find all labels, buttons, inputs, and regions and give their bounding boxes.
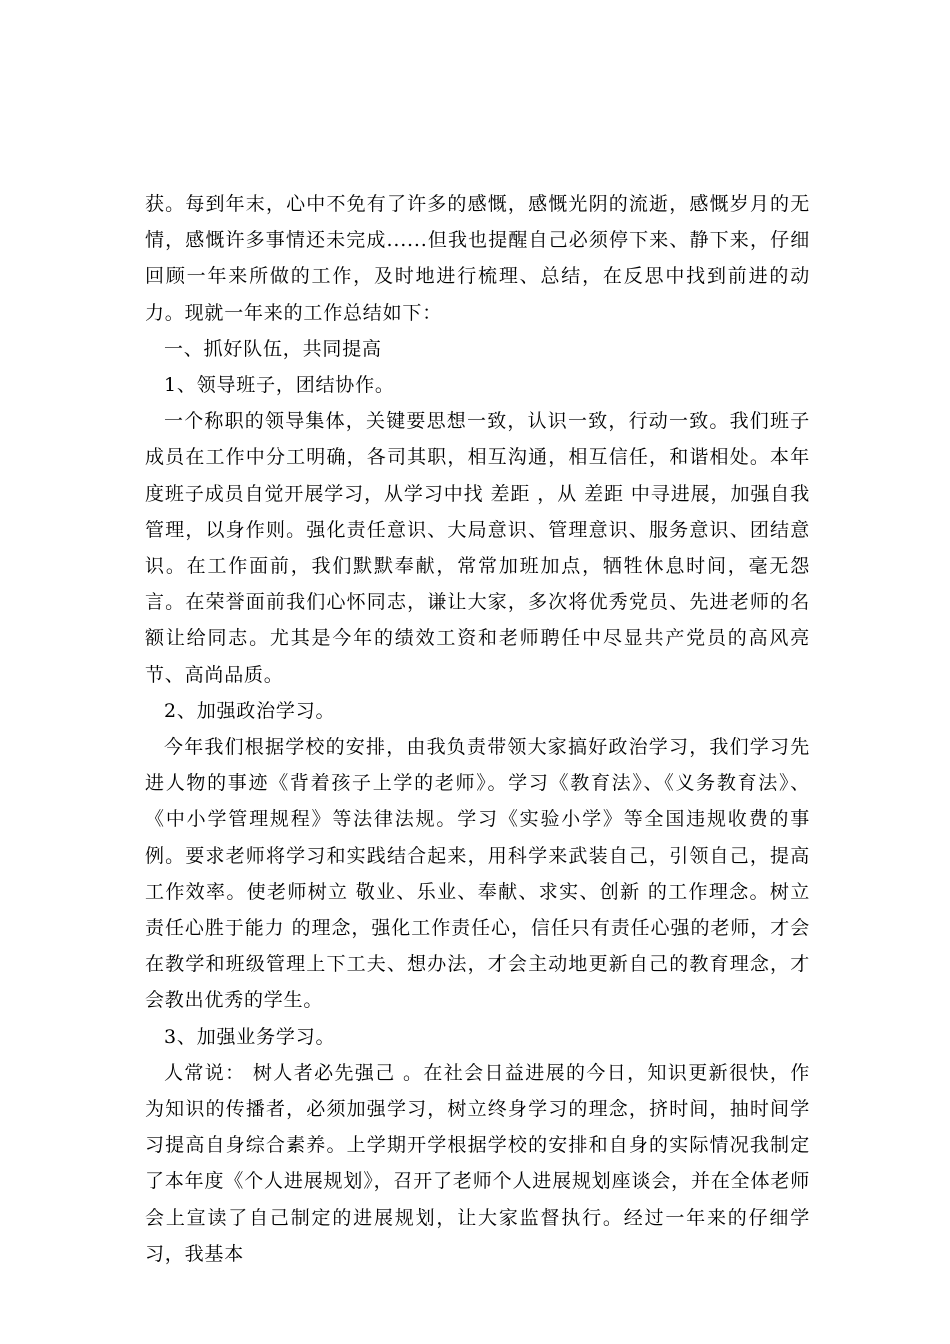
subsection-heading-2: 2、加强政治学习。 [164,699,336,722]
paragraph-leadership: 一个称职的领导集体，关键要思想一致，认识一致，行动一致。我们班子成员在工作中分工明确，各司其职，相互沟通，相互信任，和谐相处。本年度班子成员自觉开展学习，从学习中找 差距 ，从 差距 中寻进展，加强自我管理，以身作则。强化责任意识、大局意识、管理意识、服务意识、团结意识。在工作面前，我们默默奉献，常常加班加点，牺牲休息时间，毫无怨言。在荣誉面前我们心怀同志，谦让大家，多次将优秀党员、先进老师的名额让给同志。尤其是今年的绩效工资和老师聘任中尽显共产党员的高风亮节、高尚品质。 [145,410,810,686]
paragraph-intro: 获。每到年末，心中不免有了许多的感慨，感慨光阴的流逝，感慨岁月的无情，感慨许多事情还未完成......但我也提醒自己必须停下来、静下来，仔细回顾一年来所做的工作，及时地进行梳理、总结，在反思中找到前进的动力。现就一年来的工作总结如下： [145,193,810,324]
subsection-heading-1: 1、领导班子，团结协作。 [164,374,395,397]
paragraph-professional-study: 人常说： 树人者必先强己 。在社会日益进展的今日，知识更新很快，作为知识的传播者，必须加强学习，树立终身学习的理念，挤时间，抽时间学习提高自身综合素养。上学期开学根据学校的安排和自身的实际情况我制定了本年度《个人进展规划》，召开了老师个人进展规划座谈会，并在全体老师会上宣读了自己制定的进展规划，让大家监督执行。经过一年来的仔细学习，我基本 [145,1061,810,1265]
document-body [145,186,810,1272]
subsection-heading-3: 3、加强业务学习。 [164,1025,336,1048]
paragraph-political-study: 今年我们根据学校的安排，由我负责带领大家搞好政治学习，我们学习先进人物的事迹《背着孩子上学的老师》。学习《教育法》、《义务教育法》、《中小学管理规程》等法律法规。学习《实验小学》等全国违规收费的事例。要求老师将学习和实践结合起来，用科学来武装自己，引领自己，提高工作效率。使老师树立 敬业、乐业、奉献、求实、创新 的工作理念。树立 责任心胜于能力 的理念，强化工作责任心，信任只有责任心强的老师，才会在教学和班级管理上下工夫、想办法，才会主动地更新自己的教育理念，才会教出优秀的学生。 [145,736,810,1012]
section-heading-1: 一、抓好队伍，共同提高 [164,337,382,360]
